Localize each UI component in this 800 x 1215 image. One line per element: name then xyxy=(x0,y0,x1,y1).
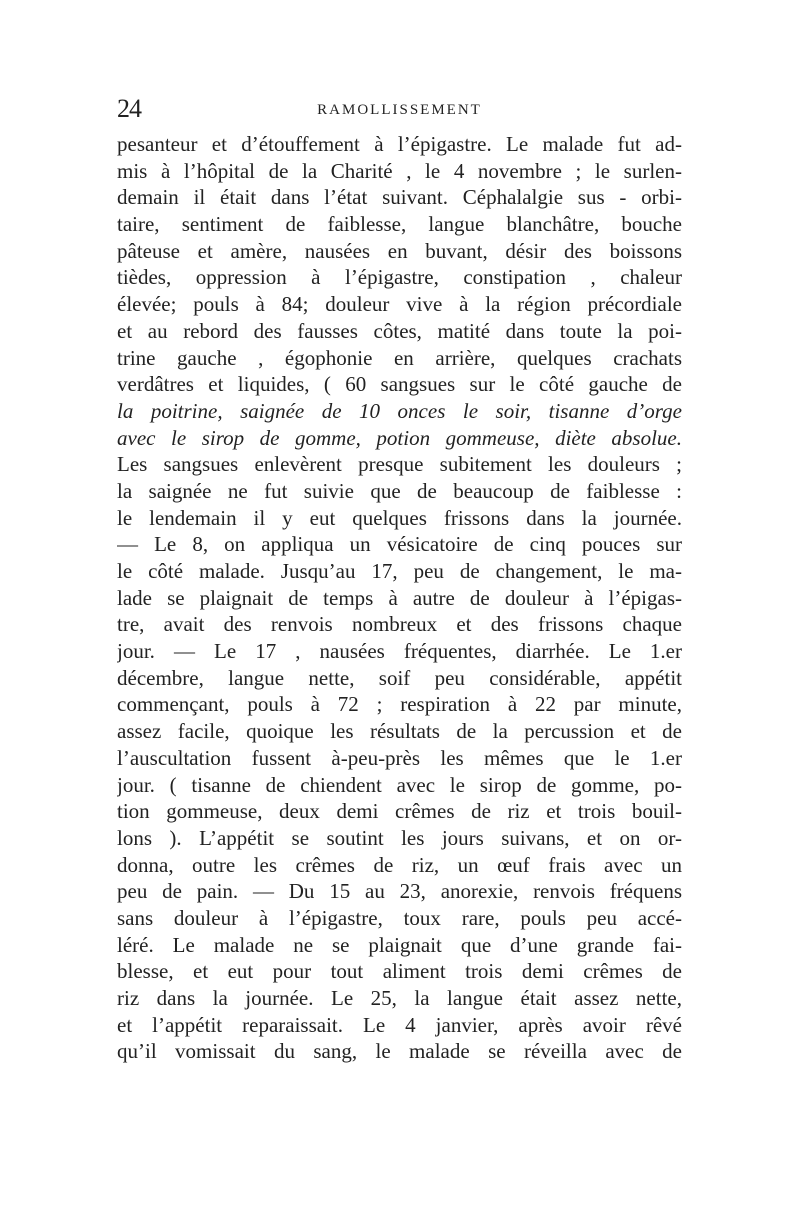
text-line-3: demain il était dans l’état suivant. Céphalalgie sus - orbi- xyxy=(117,185,682,210)
text-line-16: — Le 8, on appliqua un vésicatoire de cinq pouces sur xyxy=(117,532,682,557)
body-text xyxy=(117,131,682,1065)
text-line-35: qu’il vomissait du sang, le malade se réveilla avec de xyxy=(117,1039,682,1064)
page-header xyxy=(117,94,682,124)
text-line-33: riz dans la journée. Le 25, la langue était assez nette, xyxy=(117,986,682,1010)
text-line-8: et au rebord des fausses côtes, matité dans toute la poi- xyxy=(117,318,682,343)
text-line-23: assez facile, quoique les résultats de la percussion et de xyxy=(117,719,682,744)
text-line-17: le côté malade. Jusqu’au 17, peu de changement, le ma- xyxy=(117,559,682,583)
text-line-1: pesanteur et d’étouffement à l’épigastre. Le malade fut ad- xyxy=(117,132,682,156)
text-line-27: lons ). L’appétit se soutint les jours suivans, et on or- xyxy=(117,825,682,850)
running-title: RAMOLLISSEMENT xyxy=(317,102,482,118)
text-line-32: blesse, et eut pour tout aliment trois demi crêmes de xyxy=(117,959,682,984)
text-line-18: lade se plaignait de temps à autre de douleur à l’épigas- xyxy=(117,585,682,610)
text-line-10: verdâtres et liquides, ( 60 sangsues sur le côté gauche de xyxy=(117,372,682,397)
text-line-26: tion gommeuse, deux demi crêmes de riz et trois bouil- xyxy=(117,799,682,824)
text-line-29: peu de pain. — Du 15 au 23, anorexie, renvois fréquens xyxy=(117,879,682,904)
text-line-13: Les sangsues enlevèrent presque subitement les douleurs ; xyxy=(117,452,682,477)
text-line-4: taire, sentiment de faiblesse, langue blanchâtre, bouche xyxy=(117,212,682,237)
text-line-20: jour. — Le 17 , nausées fréquentes, diarrhée. Le 1.er xyxy=(117,639,682,664)
text-line-9: trine gauche , égophonie en arrière, quelques crachats xyxy=(117,345,682,370)
text-line-5: pâteuse et amère, nausées en buvant, désir des boissons xyxy=(117,238,682,263)
page-number: 24 xyxy=(117,94,141,123)
text-line-2: mis à l’hôpital de la Charité , le 4 novembre ; le surlen- xyxy=(117,158,682,183)
text-line-28: donna, outre les crêmes de riz, un œuf frais avec un xyxy=(117,852,682,877)
text-line-7: élevée; pouls à 84; douleur vive à la région précordiale xyxy=(117,292,682,317)
text-line-11: la poitrine, saignée de 10 onces le soir, tisanne d’orge xyxy=(117,398,682,423)
text-line-24: l’auscultation fussent à-peu-près les mêmes que le 1.er xyxy=(117,745,682,770)
text-line-15: le lendemain il y eut quelques frissons dans la journée. xyxy=(117,505,682,530)
text-line-21: décembre, langue nette, soif peu considérable, appétit xyxy=(117,665,682,690)
text-line-22: commençant, pouls à 72 ; respiration à 22 par minute, xyxy=(117,692,682,717)
text-line-14: la saignée ne fut suivie que de beaucoup de faiblesse : xyxy=(117,478,682,503)
text-line-34: et l’appétit reparaissait. Le 4 janvier, après avoir rêvé xyxy=(117,1012,682,1037)
text-line-6: tièdes, oppression à l’épigastre, constipation , chaleur xyxy=(117,265,682,290)
text-line-12: avec le sirop de gomme, potion gommeuse, diète absolue. xyxy=(117,425,682,450)
text-line-19: tre, avait des renvois nombreux et des frissons chaque xyxy=(117,612,682,637)
text-line-30: sans douleur à l’épigastre, toux rare, pouls peu accé- xyxy=(117,905,682,930)
text-line-25: jour. ( tisanne de chiendent avec le sirop de gomme, po- xyxy=(117,772,682,797)
text-line-31: léré. Le malade ne se plaignait que d’une grande fai- xyxy=(117,932,682,957)
